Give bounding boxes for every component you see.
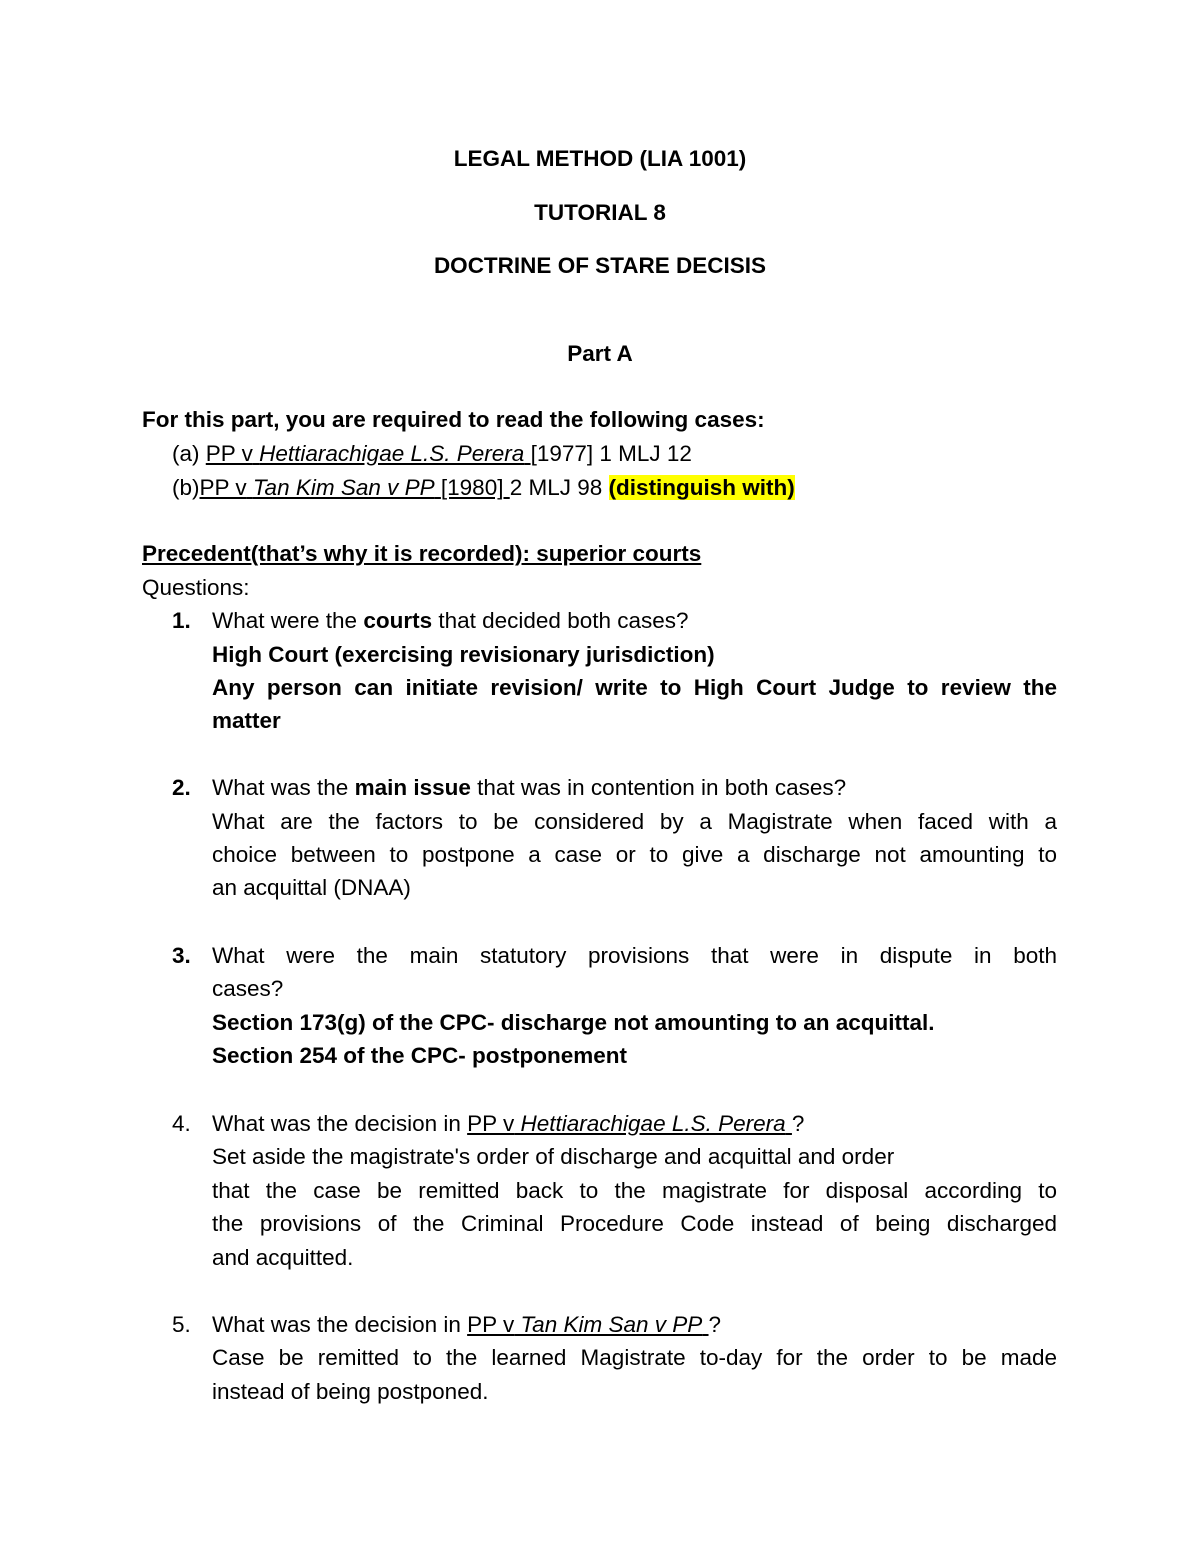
answer-line: an acquittal (DNAA) xyxy=(212,875,411,900)
answer-line: and acquitted. xyxy=(212,1245,354,1270)
answer-line: choice between to postpone a case or to give a discharge not amounting to xyxy=(212,842,1057,867)
question-number: 2. xyxy=(172,775,191,800)
answer-line: matter xyxy=(212,708,281,733)
question-text: What were the main statutory provisions that were in dispute in both xyxy=(212,943,1057,968)
answer-line: Case be remitted to the learned Magistrate to-day for the order to be made xyxy=(212,1345,1057,1370)
question-text: What was the decision in PP v Hettiarachigae L.S. Perera ? xyxy=(212,1111,805,1136)
case-reference: PP v Tan Kim San v PP xyxy=(467,1312,703,1337)
precedent-heading: Precedent(that’s why it is recorded): superior courts xyxy=(142,541,702,566)
distinguish-note: (distinguish with) xyxy=(608,475,795,500)
question-text: What were the courts that decided both cases? xyxy=(212,608,689,633)
answer-line: instead of being postponed. xyxy=(212,1379,489,1404)
reading-instruction: For this part, you are required to read the following cases: xyxy=(142,407,765,432)
tutorial-title: TUTORIAL 8 xyxy=(534,200,666,225)
case-a-citation: 1 MLJ 12 xyxy=(599,441,692,466)
question-number: 3. xyxy=(172,943,191,968)
question-number: 1. xyxy=(172,608,191,633)
case-a-label: (a) xyxy=(172,441,200,466)
case-b-citation: 2 MLJ 98 xyxy=(509,475,603,500)
answer-line: Set aside the magistrate's order of discharge and acquittal and order xyxy=(212,1144,895,1169)
question-number: 4. xyxy=(172,1111,191,1136)
case-b-title: PP v Tan Kim San v PP [1980] xyxy=(199,475,504,500)
case-a-item xyxy=(172,439,692,469)
answer-line: that the case be remitted back to the magistrate for disposal according to xyxy=(212,1178,1057,1203)
question-text-cont: cases? xyxy=(212,976,284,1001)
answer-line: Section 254 of the CPC- postponement xyxy=(212,1043,628,1068)
answer-line: High Court (exercising revisionary jurisdiction) xyxy=(212,642,715,667)
case-reference: PP v Hettiarachigae L.S. Perera xyxy=(467,1111,786,1136)
question-text: What was the decision in PP v Tan Kim San v PP ? xyxy=(212,1312,722,1337)
answer-line: Section 173(g) of the CPC- discharge not amounting to an acquittal. xyxy=(212,1010,935,1035)
part-heading: Part A xyxy=(567,341,633,366)
answer-line: Any person can initiate revision/ write to High Court Judge to review the xyxy=(212,675,1057,700)
case-b-item xyxy=(172,473,795,503)
answer-line: the provisions of the Criminal Procedure Code instead of being discharged xyxy=(212,1211,1057,1236)
case-a-title: PP v Hettiarachigae L.S. Perera xyxy=(205,441,525,466)
case-a-year: [1977] xyxy=(530,441,594,466)
answer-line: What are the factors to be considered by a Magistrate when faced with a xyxy=(212,809,1057,834)
case-b-label: (b) xyxy=(172,475,200,500)
course-title: LEGAL METHOD (LIA 1001) xyxy=(453,146,747,171)
questions-label: Questions: xyxy=(142,575,250,600)
question-text: What was the main issue that was in contention in both cases? xyxy=(212,775,847,800)
topic-title: DOCTRINE OF STARE DECISIS xyxy=(433,253,767,278)
question-number: 5. xyxy=(172,1312,191,1337)
